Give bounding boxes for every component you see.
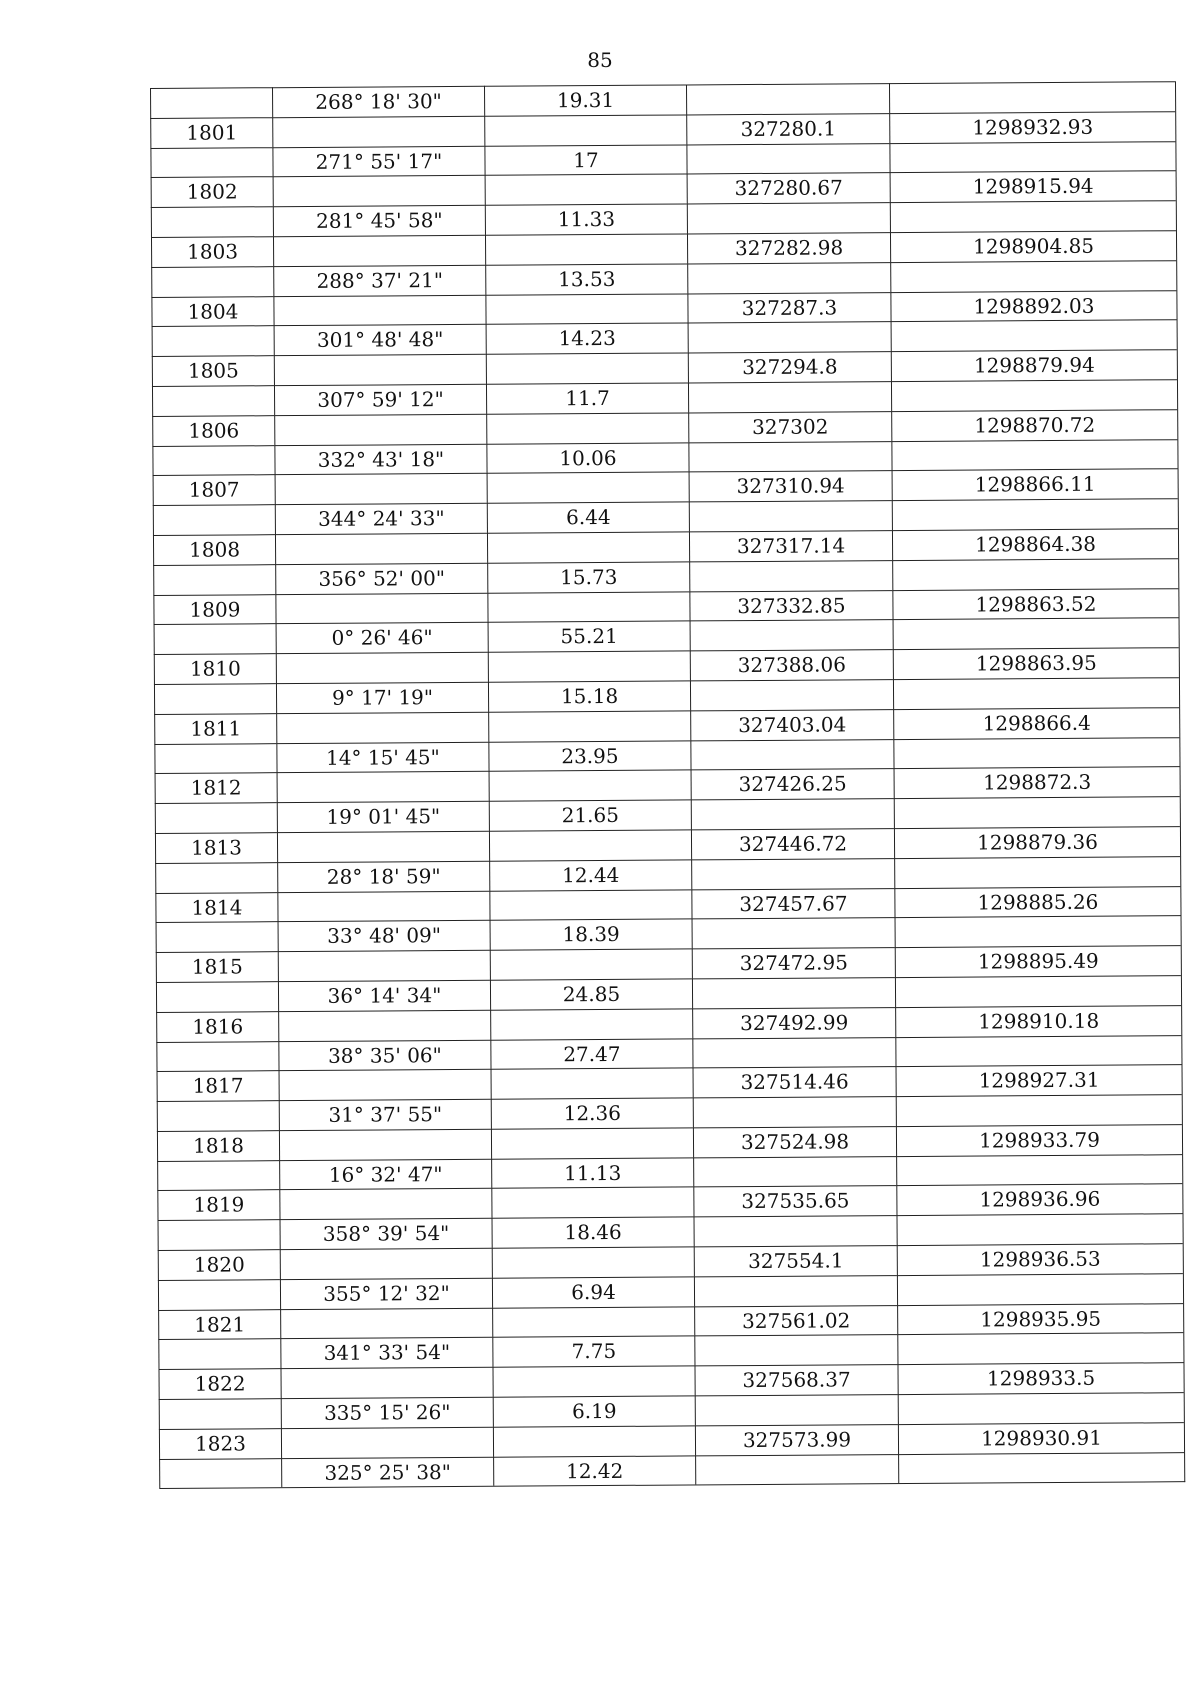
point-empty-cell	[487, 472, 689, 503]
x-coordinate-cell: 327446.72	[691, 828, 894, 859]
y-coordinate-cell: 1298915.94	[890, 171, 1176, 203]
point-id-cell: 1816	[156, 1011, 278, 1042]
leg-empty-cell	[688, 381, 891, 412]
point-empty-cell	[491, 1187, 693, 1218]
y-coordinate-cell: 1298870.72	[891, 409, 1177, 441]
leg-empty-cell	[894, 856, 1180, 888]
point-empty-cell	[491, 1127, 693, 1158]
distance-cell: 6.44	[487, 502, 689, 533]
bearing-cell: 332° 43' 18"	[274, 443, 486, 474]
leg-empty-cell	[693, 1215, 896, 1246]
point-id-cell: 1812	[155, 773, 277, 804]
y-coordinate-cell: 1298866.11	[892, 469, 1178, 501]
leg-empty-cell	[690, 739, 893, 770]
leg-empty-cell	[694, 1335, 897, 1366]
x-coordinate-cell: 327282.98	[687, 232, 890, 263]
leg-empty-cell	[896, 1213, 1182, 1245]
leg-empty-cell	[690, 679, 893, 710]
distance-cell: 12.44	[489, 859, 691, 890]
y-coordinate-cell: 1298930.91	[898, 1422, 1184, 1454]
y-coordinate-cell: 1298927.31	[896, 1064, 1182, 1096]
leg-empty-cell	[152, 326, 274, 357]
x-coordinate-cell: 327310.94	[689, 470, 892, 501]
point-empty-cell	[273, 175, 485, 206]
point-empty-cell	[279, 1069, 491, 1100]
x-coordinate-cell: 327287.3	[687, 292, 890, 323]
leg-empty-cell	[158, 1339, 280, 1370]
distance-cell: 27.47	[490, 1038, 692, 1069]
leg-empty-cell	[687, 202, 890, 233]
bearing-cell: 301° 48' 48"	[274, 324, 486, 355]
leg-empty-cell	[156, 1041, 278, 1072]
leg-empty-cell	[157, 1100, 279, 1131]
leg-empty-cell	[895, 1035, 1181, 1067]
distance-cell: 11.33	[485, 204, 687, 235]
point-empty-cell	[492, 1246, 694, 1277]
point-empty-cell	[278, 950, 490, 981]
point-empty-cell	[277, 771, 489, 802]
distance-cell: 12.42	[493, 1455, 695, 1486]
point-empty-cell	[276, 712, 488, 743]
point-empty-cell	[487, 531, 689, 562]
point-empty-cell	[488, 710, 690, 741]
leg-empty-cell	[893, 737, 1179, 769]
y-coordinate-cell: 1298864.38	[892, 528, 1178, 560]
leg-empty-cell	[154, 683, 276, 714]
leg-empty-cell	[695, 1394, 898, 1425]
leg-empty-cell	[896, 1094, 1182, 1126]
point-id-cell: 1823	[159, 1428, 281, 1459]
x-coordinate-cell: 327332.85	[689, 590, 892, 621]
point-empty-cell	[489, 770, 691, 801]
leg-empty-cell	[688, 441, 891, 472]
bearing-cell: 288° 37' 21"	[273, 265, 485, 296]
x-coordinate-cell: 327280.67	[687, 172, 890, 203]
leg-empty-cell	[893, 677, 1179, 709]
leg-empty-cell	[155, 802, 277, 833]
leg-empty-cell	[689, 500, 892, 531]
point-id-cell: 1809	[153, 594, 275, 625]
point-id-cell: 1822	[158, 1368, 280, 1399]
point-id-cell: 1814	[155, 892, 277, 923]
leg-empty-cell	[691, 858, 894, 889]
distance-cell: 14.23	[486, 323, 688, 354]
leg-empty-cell	[692, 1037, 895, 1068]
point-id-cell: 1819	[157, 1190, 279, 1221]
bearing-cell: 16° 32' 47"	[279, 1158, 491, 1189]
leg-empty-cell	[892, 498, 1178, 530]
leg-empty-cell	[898, 1392, 1184, 1424]
y-coordinate-cell: 1298936.96	[896, 1184, 1182, 1216]
coordinate-table	[150, 81, 1184, 1489]
bearing-cell: 271° 55' 17"	[272, 145, 484, 176]
x-coordinate-cell: 327426.25	[691, 768, 894, 799]
y-coordinate-cell: 1298863.95	[893, 647, 1179, 679]
leg-empty-cell	[154, 743, 276, 774]
leg-empty-cell	[891, 439, 1177, 471]
point-empty-cell	[488, 651, 690, 682]
point-empty-cell	[275, 533, 487, 564]
y-coordinate-cell: 1298866.4	[893, 707, 1179, 739]
y-coordinate-cell: 1298933.5	[897, 1362, 1183, 1394]
x-coordinate-cell: 327294.8	[688, 351, 891, 382]
point-empty-cell	[493, 1425, 695, 1456]
leg-empty-cell	[694, 1275, 897, 1306]
distance-cell: 7.75	[492, 1336, 694, 1367]
point-empty-cell	[275, 592, 487, 623]
leg-empty-cell	[692, 917, 895, 948]
leg-empty-cell	[891, 320, 1177, 352]
x-coordinate-cell: 327573.99	[695, 1424, 898, 1455]
point-id-cell: 1803	[151, 236, 273, 267]
point-id-cell: 1821	[158, 1309, 280, 1340]
leg-empty-cell	[892, 558, 1178, 590]
leg-empty-cell	[898, 1452, 1184, 1484]
x-coordinate-cell: 327317.14	[689, 530, 892, 561]
x-coordinate-cell: 327457.67	[691, 888, 894, 919]
point-empty-cell	[487, 591, 689, 622]
point-empty-cell	[491, 1068, 693, 1099]
leg-empty-cell	[894, 796, 1180, 828]
leg-empty-cell	[150, 87, 272, 118]
bearing-cell: 33° 48' 09"	[278, 920, 490, 951]
bearing-cell: 36° 14' 34"	[278, 980, 490, 1011]
x-coordinate-cell: 327535.65	[693, 1186, 896, 1217]
leg-empty-cell	[689, 560, 892, 591]
y-coordinate-cell: 1298879.94	[891, 349, 1177, 381]
leg-empty-cell	[159, 1458, 281, 1489]
point-empty-cell	[489, 889, 691, 920]
y-coordinate-cell: 1298904.85	[890, 230, 1176, 262]
leg-empty-cell	[150, 147, 272, 178]
leg-empty-cell	[895, 915, 1181, 947]
bearing-cell: 307° 59' 12"	[274, 384, 486, 415]
leg-empty-cell	[688, 321, 891, 352]
point-empty-cell	[492, 1366, 694, 1397]
bearing-cell: 268° 18' 30"	[272, 86, 484, 117]
point-empty-cell	[485, 174, 687, 205]
distance-cell: 18.46	[492, 1217, 694, 1248]
x-coordinate-cell: 327280.1	[686, 113, 889, 144]
distance-cell: 12.36	[491, 1098, 693, 1129]
point-empty-cell	[489, 829, 691, 860]
bearing-cell: 38° 35' 06"	[278, 1039, 490, 1070]
leg-empty-cell	[692, 977, 895, 1008]
bearing-cell: 356° 52' 00"	[275, 563, 487, 594]
point-empty-cell	[274, 354, 486, 385]
point-empty-cell	[275, 473, 487, 504]
point-empty-cell	[490, 949, 692, 980]
point-empty-cell	[276, 652, 488, 683]
x-coordinate-cell: 327403.04	[690, 709, 893, 740]
point-id-cell: 1811	[154, 713, 276, 744]
bearing-cell: 355° 12' 32"	[280, 1278, 492, 1309]
bearing-cell: 341° 33' 54"	[280, 1337, 492, 1368]
y-coordinate-cell: 1298892.03	[890, 290, 1176, 322]
leg-empty-cell	[889, 81, 1175, 113]
distance-cell: 10.06	[486, 442, 688, 473]
bearing-cell: 9° 17' 19"	[276, 682, 488, 713]
bearing-cell: 28° 18' 59"	[277, 860, 489, 891]
leg-empty-cell	[693, 1156, 896, 1187]
leg-empty-cell	[157, 1160, 279, 1191]
point-id-cell: 1820	[158, 1249, 280, 1280]
leg-empty-cell	[893, 618, 1179, 650]
leg-empty-cell	[895, 975, 1181, 1007]
y-coordinate-cell: 1298933.79	[896, 1124, 1182, 1156]
leg-empty-cell	[687, 262, 890, 293]
bearing-cell: 358° 39' 54"	[280, 1218, 492, 1249]
coordinate-grid	[150, 81, 1185, 1489]
distance-cell: 23.95	[488, 740, 690, 771]
point-empty-cell	[280, 1307, 492, 1338]
leg-empty-cell	[695, 1454, 898, 1485]
distance-cell: 19.31	[484, 84, 686, 115]
leg-empty-cell	[896, 1154, 1182, 1186]
bearing-cell: 344° 24' 33"	[275, 503, 487, 534]
x-coordinate-cell: 327302	[688, 411, 891, 442]
x-coordinate-cell: 327561.02	[694, 1305, 897, 1336]
point-empty-cell	[281, 1427, 493, 1458]
point-id-cell: 1817	[157, 1070, 279, 1101]
leg-empty-cell	[155, 862, 277, 893]
leg-empty-cell	[154, 624, 276, 655]
x-coordinate-cell: 327492.99	[692, 1007, 895, 1038]
point-empty-cell	[485, 293, 687, 324]
point-empty-cell	[277, 890, 489, 921]
y-coordinate-cell: 1298935.95	[897, 1303, 1183, 1335]
point-empty-cell	[274, 414, 486, 445]
leg-empty-cell	[151, 206, 273, 237]
leg-empty-cell	[151, 266, 273, 297]
point-empty-cell	[486, 412, 688, 443]
y-coordinate-cell: 1298863.52	[892, 588, 1178, 620]
x-coordinate-cell: 327388.06	[690, 649, 893, 680]
point-id-cell: 1815	[156, 951, 278, 982]
point-id-cell: 1807	[153, 475, 275, 506]
leg-empty-cell	[690, 619, 893, 650]
bearing-cell: 31° 37' 55"	[279, 1099, 491, 1130]
x-coordinate-cell: 327524.98	[693, 1126, 896, 1157]
point-id-cell: 1813	[155, 832, 277, 863]
point-empty-cell	[278, 1009, 490, 1040]
x-coordinate-cell: 327514.46	[693, 1066, 896, 1097]
distance-cell: 18.39	[490, 919, 692, 950]
point-empty-cell	[280, 1248, 492, 1279]
point-empty-cell	[490, 1008, 692, 1039]
leg-empty-cell	[153, 504, 275, 535]
y-coordinate-cell: 1298872.3	[894, 767, 1180, 799]
distance-cell: 13.53	[485, 263, 687, 294]
leg-empty-cell	[890, 200, 1176, 232]
leg-empty-cell	[152, 445, 274, 476]
leg-empty-cell	[897, 1273, 1183, 1305]
leg-empty-cell	[158, 1279, 280, 1310]
point-id-cell: 1804	[151, 296, 273, 327]
point-id-cell: 1805	[152, 355, 274, 386]
y-coordinate-cell: 1298910.18	[895, 1005, 1181, 1037]
leg-empty-cell	[158, 1219, 280, 1250]
leg-empty-cell	[890, 260, 1176, 292]
y-coordinate-cell: 1298879.36	[894, 826, 1180, 858]
y-coordinate-cell: 1298936.53	[897, 1243, 1183, 1275]
bearing-cell: 14° 15' 45"	[276, 741, 488, 772]
bearing-cell: 281° 45' 58"	[273, 205, 485, 236]
distance-cell: 24.85	[490, 978, 692, 1009]
page-number: 85	[587, 48, 613, 72]
point-id-cell: 1806	[152, 415, 274, 446]
distance-cell: 6.19	[493, 1395, 695, 1426]
leg-empty-cell	[889, 141, 1175, 173]
x-coordinate-cell: 327554.1	[694, 1245, 897, 1276]
distance-cell: 11.7	[486, 382, 688, 413]
point-empty-cell	[279, 1129, 491, 1160]
distance-cell: 15.73	[487, 561, 689, 592]
leg-empty-cell	[693, 1096, 896, 1127]
distance-cell: 21.65	[489, 800, 691, 831]
y-coordinate-cell: 1298932.93	[889, 111, 1175, 143]
leg-empty-cell	[686, 143, 889, 174]
point-empty-cell	[485, 233, 687, 264]
y-coordinate-cell: 1298885.26	[894, 886, 1180, 918]
distance-cell: 55.21	[488, 621, 690, 652]
leg-empty-cell	[152, 385, 274, 416]
point-id-cell: 1818	[157, 1130, 279, 1161]
point-empty-cell	[484, 114, 686, 145]
point-empty-cell	[486, 353, 688, 384]
point-empty-cell	[280, 1367, 492, 1398]
distance-cell: 17	[484, 144, 686, 175]
x-coordinate-cell: 327472.95	[692, 947, 895, 978]
leg-empty-cell	[159, 1398, 281, 1429]
bearing-cell: 0° 26' 46"	[276, 622, 488, 653]
leg-empty-cell	[153, 564, 275, 595]
y-coordinate-cell: 1298895.49	[895, 945, 1181, 977]
distance-cell: 11.13	[491, 1157, 693, 1188]
x-coordinate-cell: 327568.37	[694, 1364, 897, 1395]
leg-empty-cell	[156, 921, 278, 952]
point-id-cell: 1802	[151, 177, 273, 208]
point-empty-cell	[492, 1306, 694, 1337]
point-empty-cell	[273, 235, 485, 266]
point-id-cell: 1810	[154, 653, 276, 684]
point-id-cell: 1808	[153, 534, 275, 565]
bearing-cell: 325° 25' 38"	[281, 1456, 493, 1487]
point-empty-cell	[279, 1188, 491, 1219]
leg-empty-cell	[897, 1333, 1183, 1365]
leg-empty-cell	[891, 379, 1177, 411]
distance-cell: 6.94	[492, 1276, 694, 1307]
bearing-cell: 19° 01' 45"	[277, 801, 489, 832]
point-id-cell: 1801	[150, 117, 272, 148]
distance-cell: 15.18	[488, 680, 690, 711]
leg-empty-cell	[156, 981, 278, 1012]
point-empty-cell	[272, 116, 484, 147]
point-empty-cell	[277, 831, 489, 862]
point-empty-cell	[273, 294, 485, 325]
bearing-cell: 335° 15' 26"	[281, 1397, 493, 1428]
leg-empty-cell	[686, 83, 889, 114]
leg-empty-cell	[691, 798, 894, 829]
